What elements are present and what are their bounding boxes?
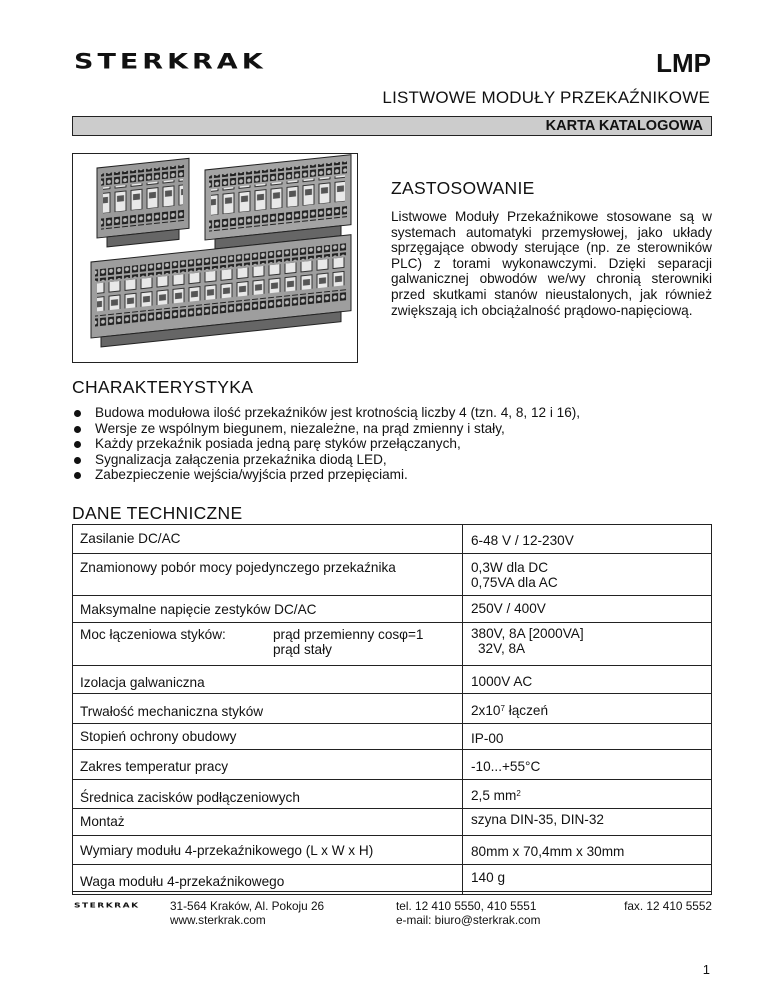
- spec-sublabel: prąd przemienny cosφ=1: [273, 627, 424, 642]
- spec-value: 1000V AC: [471, 674, 533, 689]
- relay-modules-illustration: [73, 154, 358, 363]
- relay-modules-photo: [72, 153, 358, 363]
- spec-value: 2,5 $mm^2$: [471, 788, 521, 803]
- list-item-text: Budowa modułowa ilość przekaźników jest krotnością liczby 4 (tzn. 4, 8, 12 i 16),: [95, 405, 581, 420]
- spec-label: Średnica zacisków podłączeniowych: [80, 790, 300, 805]
- table-row: [73, 525, 711, 554]
- table-row: [73, 554, 711, 596]
- spec-label: Wymiary modułu 4-przekaźnikowego (L x W x H): [80, 843, 374, 858]
- spec-label: Znamionowy pobór mocy pojedynczego przekaźnika: [80, 560, 396, 575]
- spec-value: 250V / 400V: [471, 601, 546, 616]
- bullet-icon: [74, 441, 81, 448]
- table-row: [73, 724, 711, 750]
- company-logo: STERKRAK: [74, 50, 267, 75]
- spec-value: 140 g: [471, 870, 506, 885]
- spec-label: Zakres temperatur pracy: [80, 759, 229, 774]
- spec-label: Maksymalne napięcie zestyków DC/AC: [80, 602, 317, 617]
- product-code: LMP: [656, 48, 711, 78]
- product-subtitle: LISTWOWE MODUŁY PRZEKAŹNIKOWE: [382, 88, 710, 107]
- table-row: [73, 666, 711, 694]
- bullet-icon: [74, 410, 81, 417]
- spec-label: Zasilanie DC/AC: [80, 531, 181, 546]
- footer-address: [170, 899, 324, 927]
- spec-table: [72, 524, 712, 895]
- spec-label: Montaż: [80, 814, 125, 829]
- phone-text: tel. 12 410 5550, 410 5551: [396, 899, 537, 913]
- table-row: [73, 596, 711, 623]
- spec-label: Stopień ochrony obudowy: [80, 729, 237, 744]
- spec-value: IP-00: [471, 731, 504, 746]
- catalog-banner-label: KARTA KATALOGOWA: [545, 118, 703, 134]
- spec-value: 80mm x 70,4mm x 30mm: [471, 844, 625, 859]
- table-row: [73, 623, 711, 666]
- list-item-text: Wersje ze wspólnym biegunem, niezależne, na prąd zmienny i stały,: [95, 420, 505, 436]
- table-row: [73, 865, 711, 894]
- footer-logo: STERKRAK: [74, 902, 140, 910]
- spec-value: 6-48 V / 12-230V: [471, 533, 574, 548]
- catalog-banner: [72, 116, 712, 136]
- page-number: 1: [702, 962, 710, 977]
- section-title-charakterystyka: CHARAKTERYSTYKA: [72, 377, 254, 397]
- spec-label: Moc łączeniowa styków:: [80, 627, 226, 642]
- list-item: [72, 405, 580, 421]
- bullet-icon: [74, 457, 81, 464]
- spec-value: 0,75VA dla AC: [471, 575, 558, 590]
- spec-label: Waga modułu 4-przekaźnikowego: [80, 874, 285, 889]
- section-title-dane-techniczne: DANE TECHNICZNE: [72, 503, 243, 523]
- section-title-zastosowanie: ZASTOSOWANIE: [391, 178, 535, 198]
- zastosowanie-text: Listwowe Moduły Przekaźnikowe stosowane są w systemach automatyki przemysłowej, jako układy sprzęgające obwody sterujące (np. ze sterowników PLC) z torami wykonawczymi. Dzięki separacji galwanicznej obwodów we/wy chronią sterowniki przed skutkami stanów nieustalonych, jak również zwiększają ich obciążalność prądowo-napięciową.: [391, 209, 712, 318]
- spec-label: Izolacja galwaniczna: [80, 675, 205, 690]
- table-row: [73, 780, 711, 809]
- website-link[interactable]: www.sterkrak.com: [170, 913, 266, 927]
- spec-value: 380V, 8A [2000VA]: [471, 626, 584, 641]
- list-item-text: Sygnalizacja załączenia przekaźnika diodą LED,: [95, 451, 387, 467]
- address-text: 31-564 Kraków, Al. Pokoju 26: [170, 899, 325, 913]
- spec-value: 32V, 8A: [478, 641, 526, 656]
- spec-value: $2x10^7$ łączeń: [471, 703, 549, 718]
- footer-fax: fax. 12 410 5552: [624, 899, 712, 913]
- spec-value: szyna DIN-35, DIN-32: [471, 812, 604, 827]
- spec-value: -10...+55°C: [471, 759, 541, 774]
- spec-sublabel: prąd stały: [273, 642, 332, 657]
- table-row: [73, 836, 711, 865]
- list-item: [72, 452, 580, 468]
- list-item: [72, 467, 580, 483]
- spec-label: Trwałość mechaniczna styków: [80, 704, 264, 719]
- list-item: [72, 421, 580, 437]
- spec-value: 0,3W dla DC: [471, 560, 549, 575]
- bullet-icon: [74, 426, 81, 433]
- table-row: [73, 750, 711, 780]
- footer-divider: [72, 891, 712, 892]
- table-row: [73, 809, 711, 836]
- email-link[interactable]: e-mail: biuro@sterkrak.com: [396, 913, 541, 927]
- list-item-text: Każdy przekaźnik posiada jedną parę styków przełączanych,: [95, 436, 461, 451]
- list-item-text: Zabezpieczenie wejścia/wyjścia przed przepięciami.: [95, 467, 408, 482]
- feature-list: [72, 405, 580, 483]
- footer-contact: [396, 899, 540, 927]
- list-item: [72, 436, 580, 452]
- bullet-icon: [74, 472, 81, 479]
- table-row: [73, 694, 711, 724]
